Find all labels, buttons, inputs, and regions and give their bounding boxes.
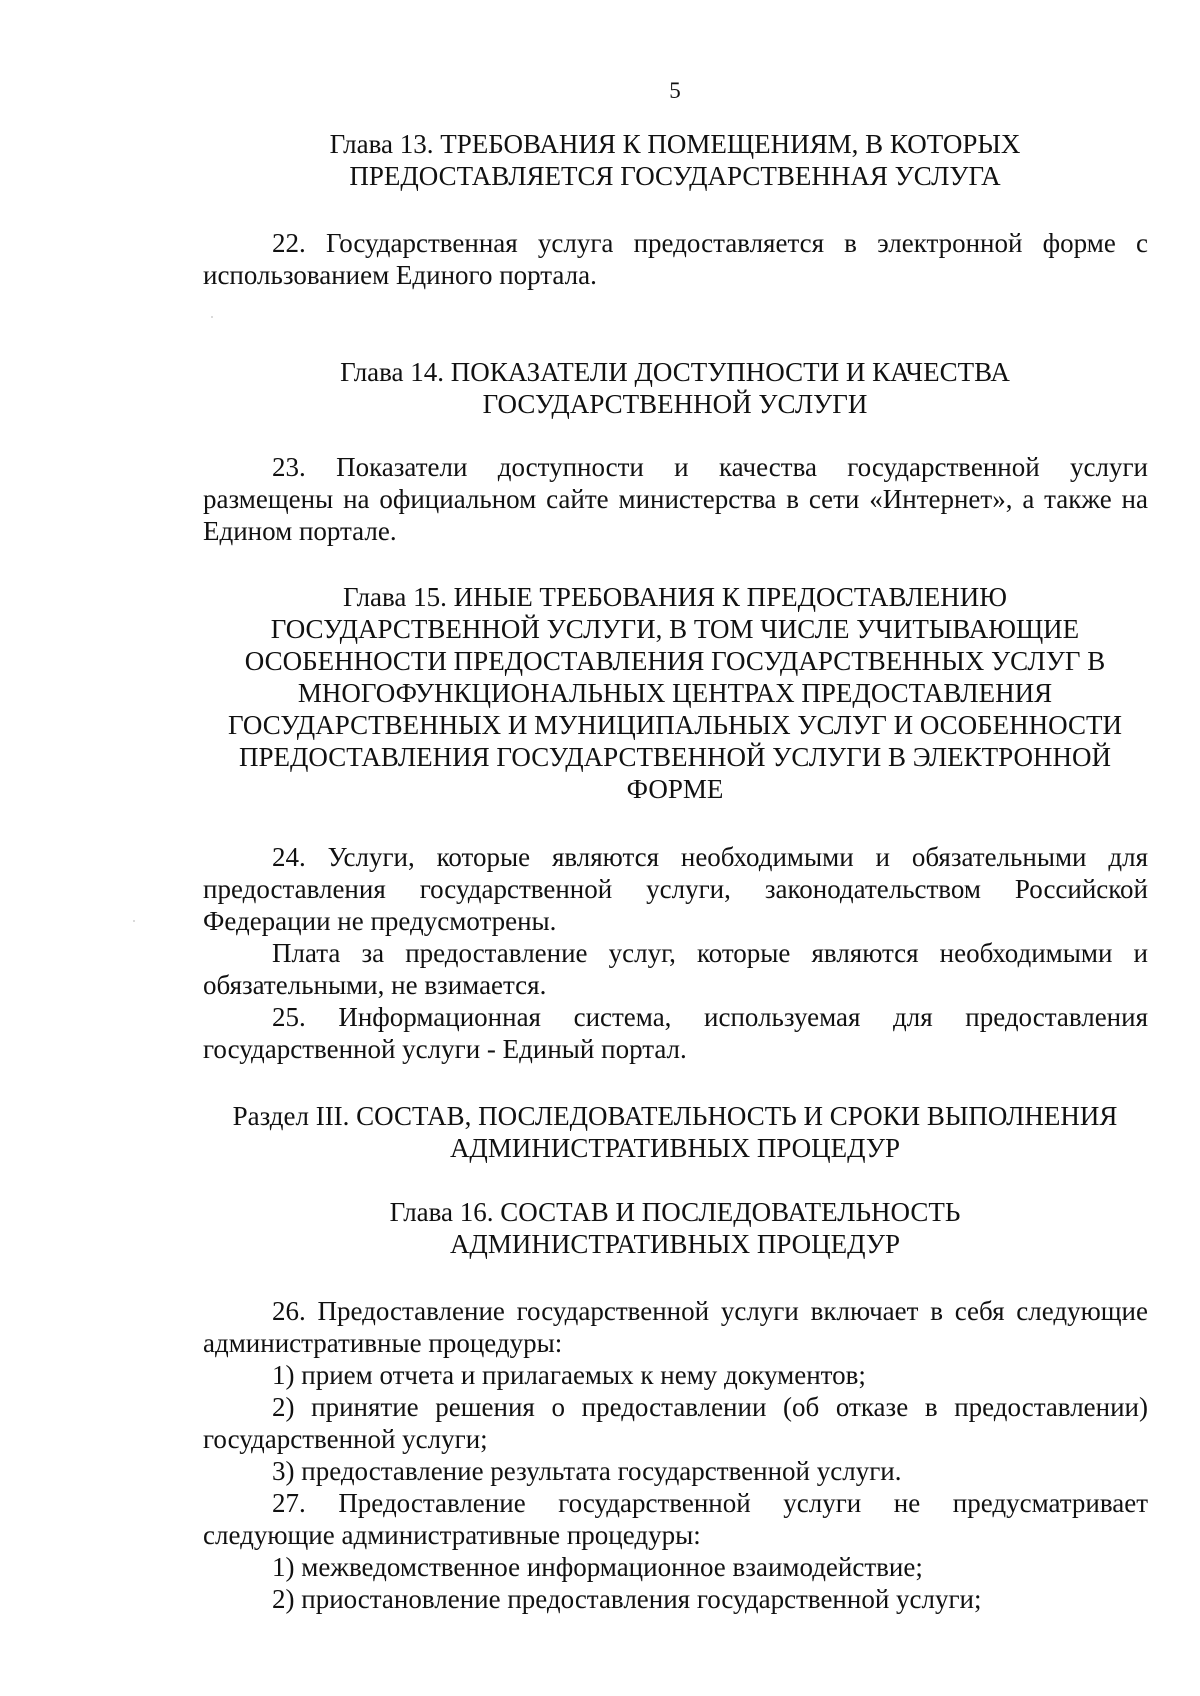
paragraph-23-line-2: размещены на официальном сайте министерства в сети «Интернет», а также на (203, 484, 1148, 514)
paragraph-24b-line-1: Плата за предоставление услуг, которые являются необходимыми и (272, 938, 1148, 968)
scan-speck (211, 316, 213, 318)
chapter-14-title-line-1: Глава 14. ПОКАЗАТЕЛИ ДОСТУПНОСТИ И КАЧЕСТВА (340, 357, 1010, 387)
paragraph-24-line-3: Федерации не предусмотрены. (203, 906, 557, 936)
chapter-15-title-line-6: ПРЕДОСТАВЛЕНИЯ ГОСУДАРСТВЕННОЙ УСЛУГИ В ЭЛЕКТРОННОЙ (238, 742, 1112, 772)
paragraph-24-line-1: 24. Услуги, которые являются необходимыми и обязательными для (272, 842, 1148, 872)
paragraph-24b-line-2: обязательными, не взимается. (203, 970, 547, 1000)
paragraph-26-item-1: 1) прием отчета и прилагаемых к нему документов; (272, 1360, 866, 1390)
chapter-14-title-line-2: ГОСУДАРСТВЕННОЙ УСЛУГИ (482, 389, 868, 419)
paragraph-22-line-1: 22. Государственная услуга предоставляется в электронной форме с (272, 228, 1148, 258)
page-number: 5 (669, 78, 681, 103)
paragraph-26-line-1: 26. Предоставление государственной услуги включает в себя следующие (272, 1296, 1148, 1326)
paragraph-26-item-2-line-1: 2) принятие решения о предоставлении (об отказе в предоставлении) (272, 1392, 1148, 1422)
chapter-13-title-line-1: Глава 13. ТРЕБОВАНИЯ К ПОМЕЩЕНИЯМ, В КОТОРЫХ (329, 129, 1021, 159)
chapter-15-title-line-3: ОСОБЕННОСТИ ПРЕДОСТАВЛЕНИЯ ГОСУДАРСТВЕННЫХ УСЛУГ В (244, 646, 1106, 676)
chapter-16-title-line-1: Глава 16. СОСТАВ И ПОСЛЕДОВАТЕЛЬНОСТЬ (389, 1197, 961, 1227)
chapter-15-title-line-2: ГОСУДАРСТВЕННОЙ УСЛУГИ, В ТОМ ЧИСЛЕ УЧИТЫВАЮЩИЕ (270, 614, 1080, 644)
paragraph-27-item-1: 1) межведомственное информационное взаимодействие; (272, 1552, 923, 1582)
paragraph-27-item-2: 2) приостановление предоставления государственной услуги; (272, 1584, 982, 1614)
paragraph-26-item-3: 3) предоставление результата государственной услуги. (272, 1456, 902, 1486)
chapter-13-title-line-2: ПРЕДОСТАВЛЯЕТСЯ ГОСУДАРСТВЕННАЯ УСЛУГА (349, 161, 1001, 191)
paragraph-25-line-2: государственной услуги - Единый портал. (203, 1034, 687, 1064)
paragraph-23-line-1: 23. Показатели доступности и качества государственной услуги (272, 452, 1148, 482)
scan-speck (133, 920, 135, 922)
paragraph-26-item-2-line-2: государственной услуги; (203, 1424, 488, 1454)
paragraph-23-line-3: Едином портале. (203, 516, 397, 546)
paragraph-25-line-1: 25. Информационная система, используемая для предоставления (272, 1002, 1148, 1032)
chapter-16-title-line-2: АДМИНИСТРАТИВНЫХ ПРОЦЕДУР (449, 1229, 901, 1259)
paragraph-27-line-2: следующие административные процедуры: (203, 1520, 701, 1550)
chapter-15-title-line-7: ФОРМЕ (626, 774, 724, 804)
paragraph-26-line-2: административные процедуры: (203, 1328, 563, 1358)
paragraph-22-line-2: использованием Единого портала. (203, 260, 597, 290)
paragraph-27-line-1: 27. Предоставление государственной услуги не предусматривает (272, 1488, 1148, 1518)
chapter-15-title-line-4: МНОГОФУНКЦИОНАЛЬНЫХ ЦЕНТРАХ ПРЕДОСТАВЛЕНИЯ (297, 678, 1053, 708)
chapter-15-title-line-1: Глава 15. ИНЫЕ ТРЕБОВАНИЯ К ПРЕДОСТАВЛЕНИЮ (342, 582, 1008, 612)
paragraph-24-line-2: предоставления государственной услуги, законодательством Российской (203, 874, 1148, 904)
chapter-15-title-line-5: ГОСУДАРСТВЕННЫХ И МУНИЦИПАЛЬНЫХ УСЛУГ И ОСОБЕННОСТИ (228, 710, 1122, 740)
section-3-title-line-2: АДМИНИСТРАТИВНЫХ ПРОЦЕДУР (449, 1133, 901, 1163)
section-3-title-line-1: Раздел III. СОСТАВ, ПОСЛЕДОВАТЕЛЬНОСТЬ И СРОКИ ВЫПОЛНЕНИЯ (232, 1101, 1118, 1131)
